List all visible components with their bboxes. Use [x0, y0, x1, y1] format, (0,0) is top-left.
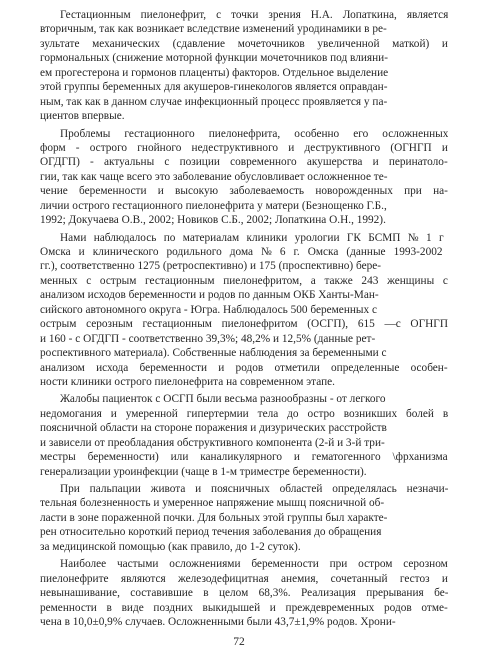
text-line: Жалобы пациенток с ОСГП были весьма разнообразны - от легкого: [60, 393, 386, 406]
paragraph: [40, 557, 448, 629]
paragraph: [40, 8, 448, 124]
text-line: тельная болезненность и умеренное напряжение мышц поясничной об-: [40, 497, 385, 510]
paragraph: [40, 392, 448, 479]
text-line: ем прогестерона и гормонов плаценты) факторов. Отдельное выделение: [40, 66, 389, 79]
text-line: гг.), соответственно 1275 (ретроспективно) и 175 (проспективно) бере-: [40, 260, 382, 273]
text-line: за медицинской помощью (как правило, до 1-2 суток).: [40, 540, 301, 553]
text-line: генерализации уроинфекции (чаще в 1-м триместре беременности).: [40, 465, 367, 478]
text-line: ОГДГП) - актуальны с позиции современного акушерства и перинатоло-: [40, 156, 448, 169]
text-line: ласти в зоне пораженной почки. Для больных этой группы был характе-: [40, 511, 388, 524]
text-line: ным, так как в данном случае инфекционный процесс проявляется у па-: [40, 95, 388, 108]
text-line: и 160 - с ОГДГП - соответственно 39,3%; 48,2% и 12,5% (данные рет-: [40, 332, 376, 345]
text-line: поясничной области на стороне поражения и дизурических расстройств: [40, 422, 387, 435]
text-line: рен относительно короткий период течения заболевания до обращения: [40, 526, 382, 539]
text-line: Гестационным пиелонефрит, с точки зрения Н.А. Лопаткина, является: [60, 9, 448, 21]
text-line: ности клиники острого пиелонефрита на современном этапе.: [40, 375, 335, 388]
text-line: роспективного материала). Собственные наблюдения за беременными с: [40, 347, 387, 360]
text-line: анализом исхода беременности и родов отметили определенные особен-: [40, 361, 448, 374]
text-line: При пальпации живота и поясничных областей определялась незначи-: [60, 483, 448, 495]
text-line: гормональных (снижение моторной функции мочеточников под влияни-: [40, 52, 388, 65]
text-line: ременности в виде поздних выкидышей и преждевременных родов отме-: [40, 601, 448, 614]
text-line: чена в 10,0±0,9% случаев. Осложненными были 43,7±1,9% родов. Хрони-: [40, 615, 396, 628]
text-line: Омска и клинического родильного дома № 6 г. Омска (данные 1993-2002: [40, 246, 443, 258]
text-line: чение беременности и высокую заболеваемость новорожденных при на-: [40, 185, 448, 198]
paragraph: [40, 482, 448, 554]
text-line: сийского автономного округа - Югра. Наблюдалось 500 беременных с: [40, 303, 377, 316]
text-line: и зависели от преобладания обструктивного компонента (2-й и 3-й три-: [40, 436, 385, 449]
text-line: циентов впервые.: [40, 110, 125, 123]
text-line: Нами наблюдалось по материалам клиники урологии ГК БСМП № 1 г: [60, 231, 444, 244]
text-line: местры беременности) или каналикулярного и гематогенного \фрханизма: [40, 451, 448, 464]
text-line: недомогания и умеренной гипертермии тела до остро возникших болей в: [40, 407, 448, 420]
paragraph: [40, 127, 448, 228]
text-line: анализом исходов беременности и родов по данным ОКБ Ханты-Ман-: [40, 289, 379, 302]
text-line: Проблемы гестационного пиелонефрита, особенно его осложненных: [60, 127, 448, 140]
paragraph: [40, 231, 448, 390]
text-line: 1992; Докучаева О.В., 2002; Новиков С.Б., 2002; Лопаткина О.Н., 1992).: [40, 214, 386, 227]
text-line: невынашивание, составившие в целом 68,3%. Реализация прерывания бе-: [40, 587, 448, 600]
text-line: пиелонефрите являются железодефицитная анемия, сочетанный гестоз и: [40, 572, 448, 585]
page-number: 72: [233, 636, 245, 648]
text-line: Наиболее частыми осложнениями беременности при остром серозном: [60, 558, 448, 571]
document-body: [40, 8, 448, 629]
text-line: менных с острым гестационным пиелонефритом, а также 243 женщины с: [40, 274, 448, 287]
text-line: этой группы беременных для акушеров-гинекологов является оправдан-: [40, 81, 388, 94]
text-line: зультате механических (сдавление мочеточников увеличенной маткой) и: [40, 37, 448, 50]
text-line: личии острого гестационного пиелонефрита у матери (Безнощенко Г.Б.,: [40, 199, 387, 212]
text-line: острым серозным гестационным пиелонефритом (ОСГП), 615 —с ОГНГП: [40, 318, 448, 331]
text-line: форм - острого гнойного недеструктивного и деструктивного (ОГНГП и: [40, 141, 448, 154]
text-line: вторичным, так как возникает вследствие изменений уродинамики в ре-: [40, 23, 387, 36]
text-line: гии, так как чаще всего это заболевание обусловливает осложненное те-: [40, 170, 388, 183]
